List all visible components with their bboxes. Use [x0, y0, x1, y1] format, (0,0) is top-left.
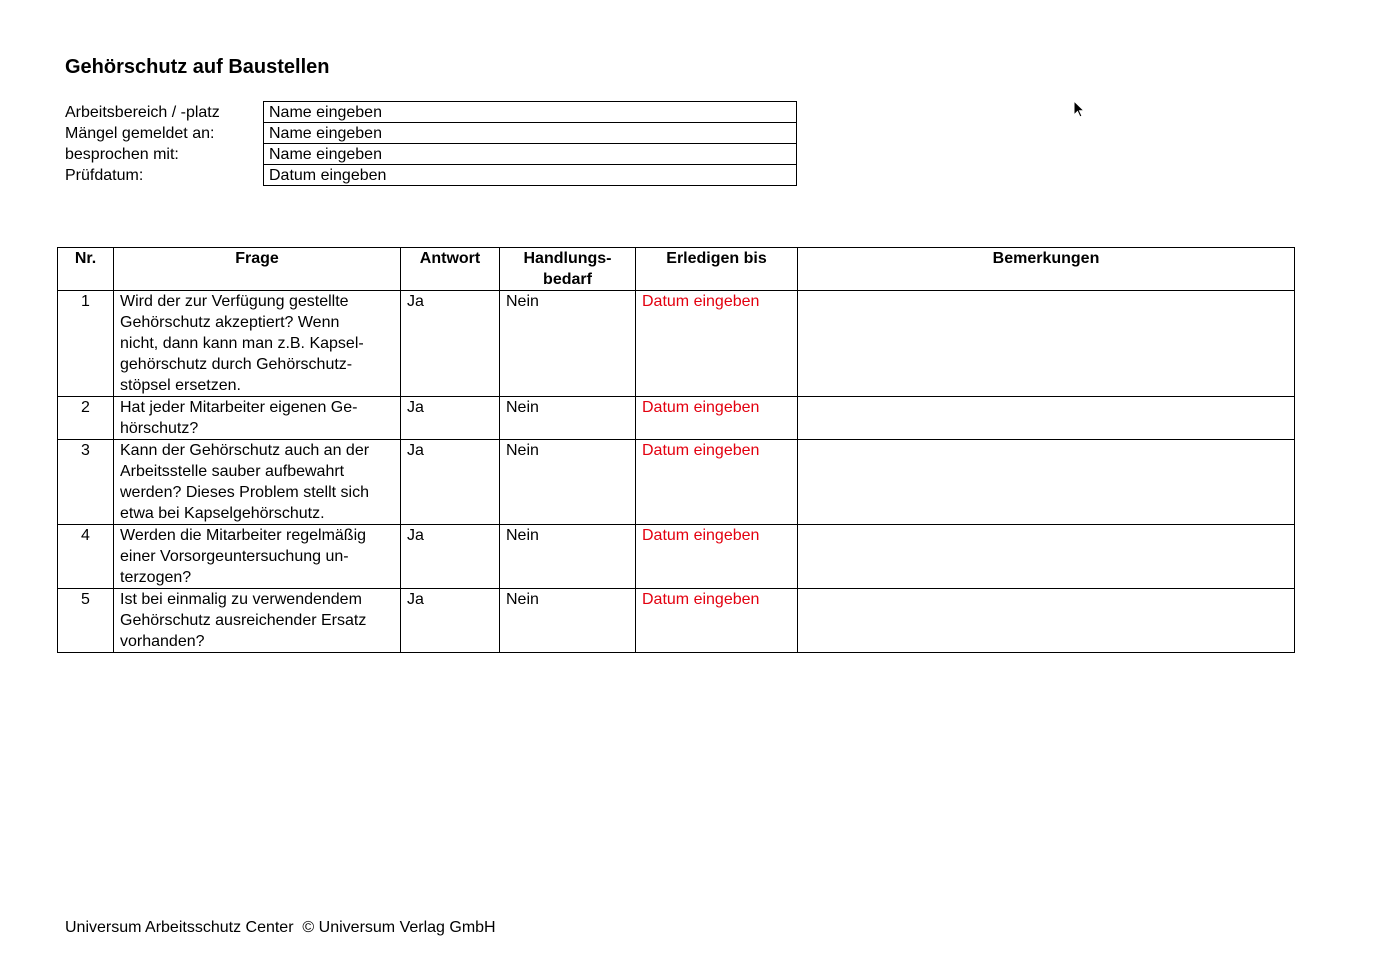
header-handlungsbedarf-line2: bedarf	[543, 271, 592, 288]
label-besprochen-mit: besprochen mit:	[65, 146, 179, 163]
row-antwort[interactable]: Ja	[401, 440, 500, 525]
row-nr: 1	[58, 291, 114, 397]
frage-line: Werden die Mitarbeiter regelmäßig	[120, 527, 367, 544]
row-erledigen-bis[interactable]: Datum eingeben	[636, 525, 798, 589]
frage-line: Wird der zur Verfügung gestellte	[120, 293, 349, 310]
frage-line: nicht, dann kann man z.B. Kapsel-	[120, 335, 364, 352]
frage-line: etwa bei Kapselgehörschutz.	[120, 505, 325, 522]
table-row	[58, 291, 1295, 397]
row-erledigen-bis[interactable]: Datum eingeben	[636, 589, 798, 653]
checklist-table	[57, 247, 1295, 653]
frage-line: vorhanden?	[120, 633, 205, 650]
row-frage	[114, 525, 401, 589]
field-besprochen-mit[interactable]: Name eingeben	[264, 144, 796, 165]
header-nr: Nr.	[58, 248, 114, 291]
table-row	[58, 525, 1295, 589]
label-arbeitsbereich: Arbeitsbereich / -platz	[65, 104, 220, 121]
table-row	[58, 440, 1295, 525]
frage-line: Arbeitsstelle sauber aufbewahrt	[120, 463, 345, 480]
row-handlungsbedarf[interactable]: Nein	[500, 589, 636, 653]
header-handlungsbedarf-line1: Handlungs-	[523, 250, 612, 267]
row-frage	[114, 440, 401, 525]
header-antwort: Antwort	[401, 248, 500, 291]
row-handlungsbedarf[interactable]: Nein	[500, 291, 636, 397]
header-frage: Frage	[114, 248, 401, 291]
info-fields	[263, 101, 797, 186]
frage-line: Ist bei einmalig zu verwendendem	[120, 591, 362, 608]
frage-line: hörschutz?	[120, 420, 199, 437]
row-frage	[114, 291, 401, 397]
row-bemerkungen[interactable]	[798, 397, 1295, 440]
frage-line: terzogen?	[120, 569, 192, 586]
mouse-cursor-icon	[1073, 100, 1087, 120]
frage-line: stöpsel ersetzen.	[120, 377, 241, 394]
table-row	[58, 397, 1295, 440]
frage-line: Hat jeder Mitarbeiter eigenen Ge-	[120, 399, 358, 416]
header-handlungsbedarf	[500, 248, 636, 291]
row-nr: 2	[58, 397, 114, 440]
frage-line: einer Vorsorgeuntersuchung un-	[120, 548, 349, 565]
row-nr: 5	[58, 589, 114, 653]
row-nr: 4	[58, 525, 114, 589]
info-labels	[65, 102, 220, 186]
row-bemerkungen[interactable]	[798, 291, 1295, 397]
frage-line: gehörschutz durch Gehörschutz-	[120, 356, 353, 373]
label-maengel-gemeldet: Mängel gemeldet an:	[65, 125, 215, 142]
row-bemerkungen[interactable]	[798, 440, 1295, 525]
frage-line: Gehörschutz akzeptiert? Wenn	[120, 314, 340, 331]
table-row	[58, 589, 1295, 653]
field-maengel-gemeldet[interactable]: Name eingeben	[264, 123, 796, 144]
row-antwort[interactable]: Ja	[401, 589, 500, 653]
header-bemerkungen: Bemerkungen	[798, 248, 1295, 291]
row-handlungsbedarf[interactable]: Nein	[500, 397, 636, 440]
footer-copyright: Universum Arbeitsschutz Center © Universum Verlag GmbH	[65, 919, 496, 936]
row-frage	[114, 589, 401, 653]
row-frage	[114, 397, 401, 440]
table-header-row	[58, 248, 1295, 291]
row-erledigen-bis[interactable]: Datum eingeben	[636, 440, 798, 525]
row-antwort[interactable]: Ja	[401, 525, 500, 589]
row-bemerkungen[interactable]	[798, 525, 1295, 589]
row-handlungsbedarf[interactable]: Nein	[500, 525, 636, 589]
label-pruefdatum: Prüfdatum:	[65, 167, 144, 184]
row-nr: 3	[58, 440, 114, 525]
page-title: Gehörschutz auf Baustellen	[65, 56, 330, 78]
row-erledigen-bis[interactable]: Datum eingeben	[636, 291, 798, 397]
header-erledigen-bis: Erledigen bis	[636, 248, 798, 291]
row-erledigen-bis[interactable]: Datum eingeben	[636, 397, 798, 440]
row-handlungsbedarf[interactable]: Nein	[500, 440, 636, 525]
row-antwort[interactable]: Ja	[401, 397, 500, 440]
frage-line: werden? Dieses Problem stellt sich	[120, 484, 369, 501]
row-antwort[interactable]: Ja	[401, 291, 500, 397]
frage-line: Kann der Gehörschutz auch an der	[120, 442, 370, 459]
field-pruefdatum[interactable]: Datum eingeben	[269, 167, 387, 184]
frage-line: Gehörschutz ausreichender Ersatz	[120, 612, 367, 629]
field-arbeitsbereich[interactable]: Name eingeben	[264, 102, 796, 123]
row-bemerkungen[interactable]	[798, 589, 1295, 653]
